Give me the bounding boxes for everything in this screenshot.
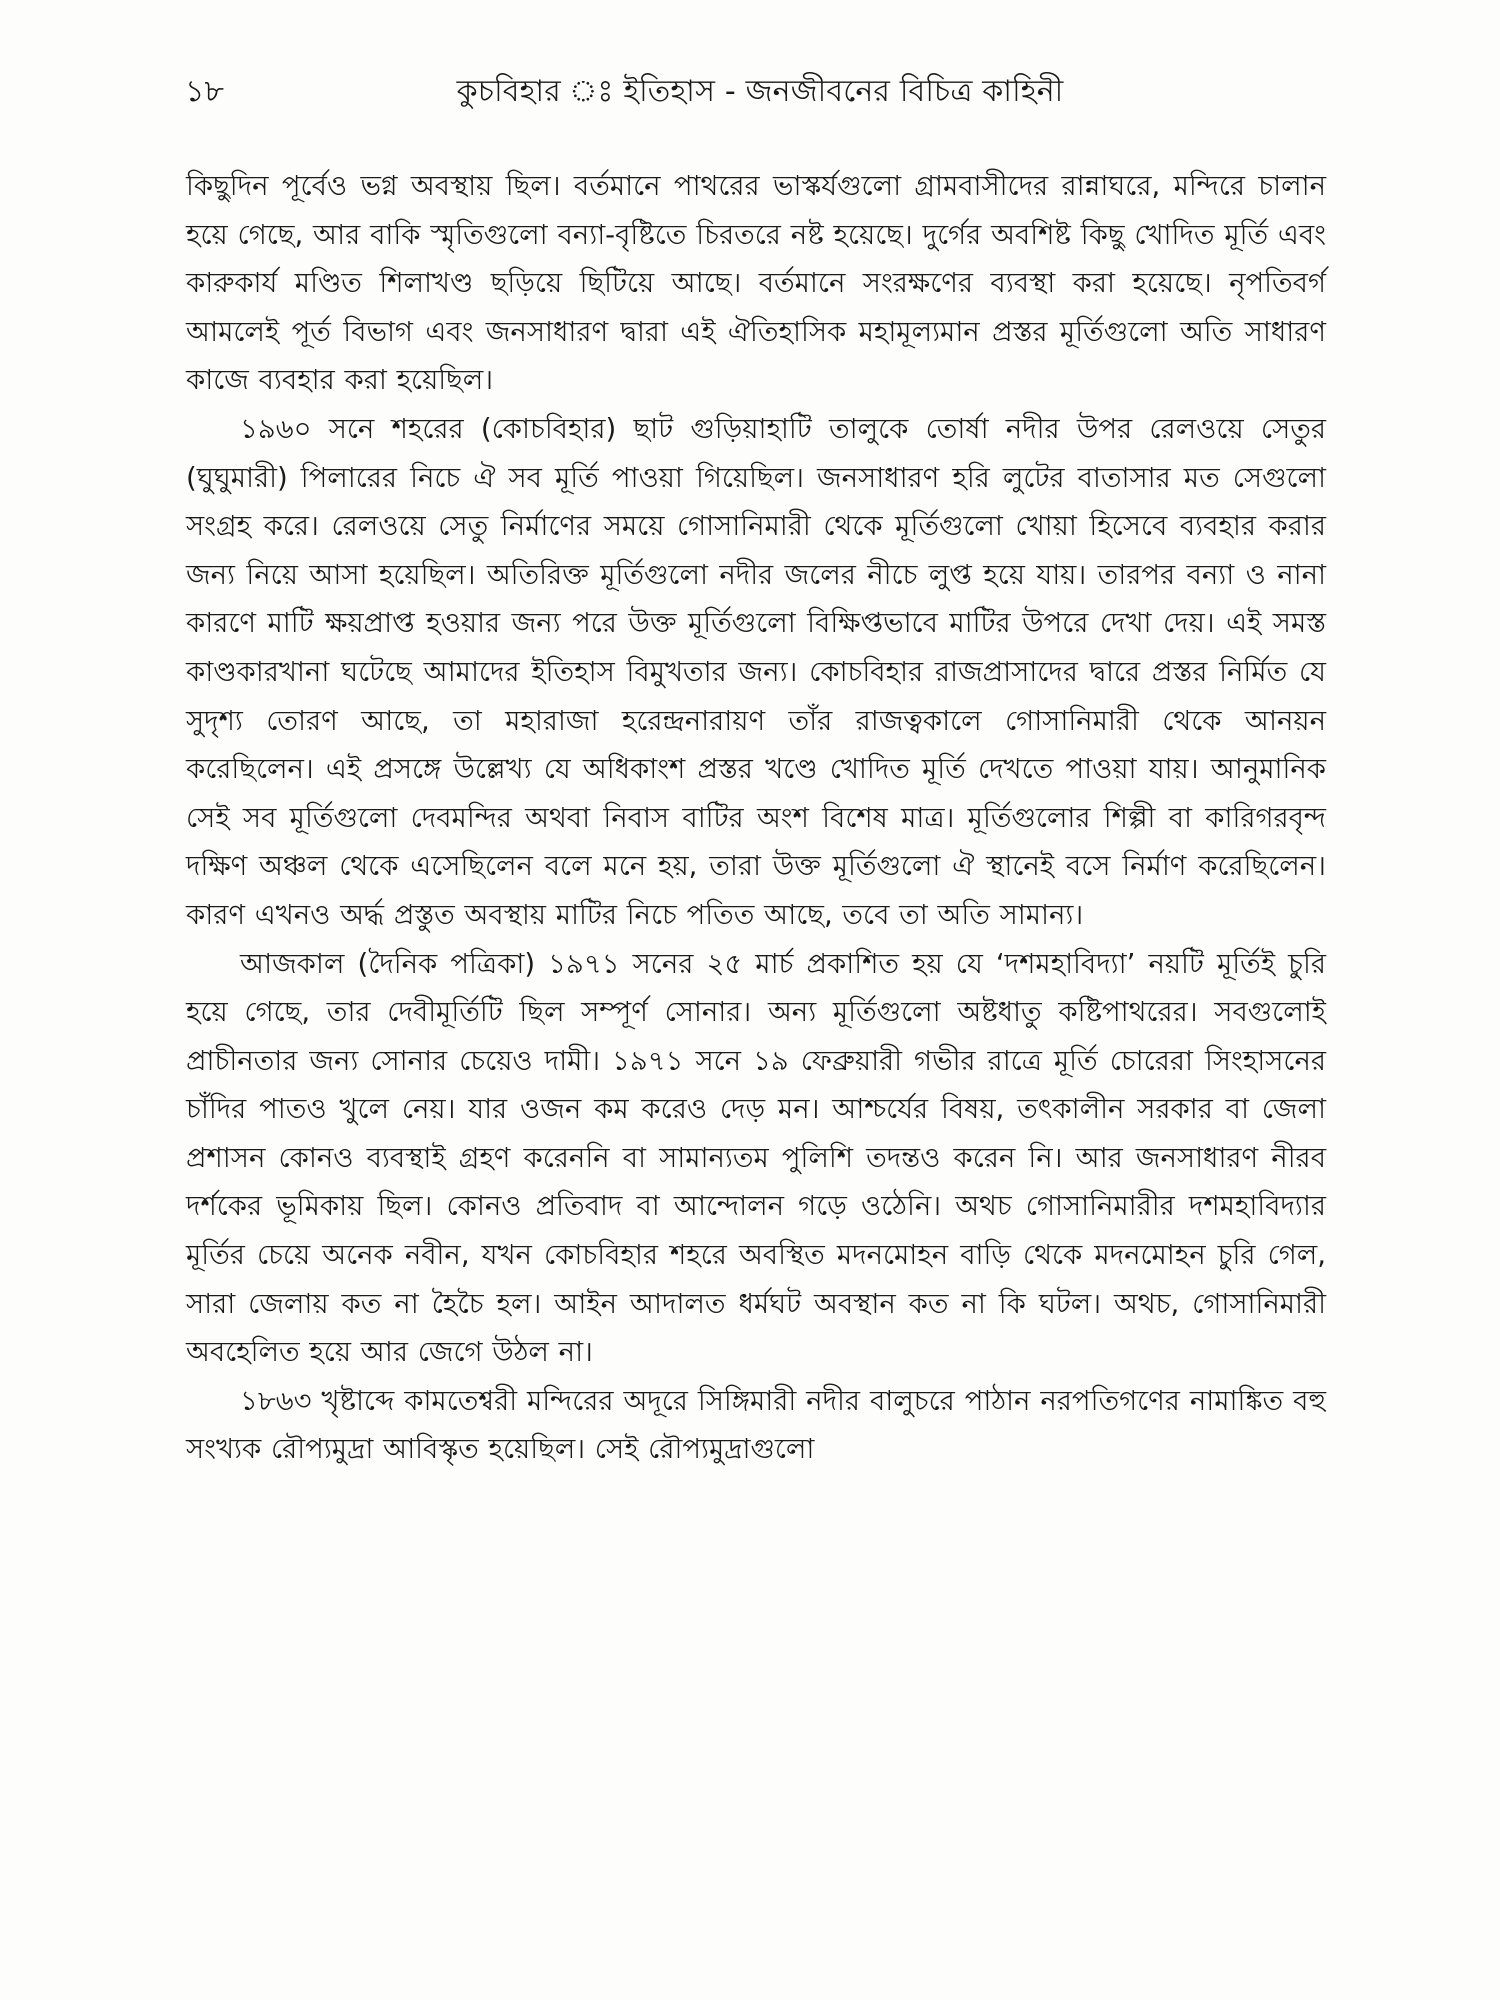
running-header (185, 70, 1335, 114)
page-number: ১৮ (185, 74, 224, 109)
book-title: কুচবিহার ঃ ইতিহাস - জনজীবনের বিচিত্র কাহিনী (456, 74, 1064, 109)
paragraph-continuation: কিছুদিন পূর্বেও ভগ্ন অবস্থায় ছিল। বর্তমানে পাথরের ভাস্কর্যগুলো গ্রামবাসীদের রান্নাঘরে, মন্দিরে চালান হয়ে গেছে, আর বাকি স্মৃতিগুলো বন্যা-বৃষ্টিতে চিরতরে নষ্ট হয়েছে। দুর্গের অবশিষ্ট কিছু খোদিত মূর্তি এবং কারুকার্য মণ্ডিত শিলাখণ্ড ছড়িয়ে ছিটিয়ে আছে। বর্তমানে সংরক্ষণের ব্যবস্থা করা হয়েছে। নৃপতিবর্গ আমলেই পূর্ত বিভাগ এবং জনসাধারণ দ্বারা এই ঐতিহাসিক মহামূল্যমান প্রস্তর মূর্তিগুলো অতি সাধারণ কাজে ব্যবহার করা হয়েছিল। (186, 170, 1326, 397)
paragraph-railway-bridge-idols: ১৯৬০ সনে শহরের (কোচবিহার) ছাট গুড়িয়াহাটি তালুকে তোর্ষা নদীর উপর রেলওয়ে সেতুর (ঘুঘুমারী) পিলারের নিচে ঐ সব মূর্তি পাওয়া গিয়েছিল। জনসাধারণ হরি লুটের বাতাসার মত সেগুলো সংগ্রহ করে। রেলওয়ে সেতু নির্মাণের সময়ে গোসানিমারী থেকে মূর্তিগুলো খোয়া হিসেবে ব্যবহার করার জন্য নিয়ে আসা হয়েছিল। অতিরিক্ত মূর্তিগুলো নদীর জলের নীচে লুপ্ত হয়ে যায়। তারপর বন্যা ও নানা কারণে মাটি ক্ষয়প্রাপ্ত হওয়ার জন্য পরে উক্ত মূর্তিগুলো বিক্ষিপ্তভাবে মাটির উপরে দেখা দেয়। এই সমস্ত কাণ্ডকারখানা ঘটেছে আমাদের ইতিহাস বিমুখতার জন্য। কোচবিহার রাজপ্রাসাদের দ্বারে প্রস্তর নির্মিত যে সুদৃশ্য তোরণ আছে, তা মহারাজা হরেন্দ্রনারায়ণ তাঁর রাজত্বকালে গোসানিমারী থেকে আনয়ন করেছিলেন। এই প্রসঙ্গে উল্লেখ্য যে অধিকাংশ প্রস্তর খণ্ডে খোদিত মূর্তি দেখতে পাওয়া যায়। আনুমানিক সেই সব মূর্তিগুলো দেবমন্দির অথবা নিবাস বাটির অংশ বিশেষ মাত্র। মূর্তিগুলোর শিল্পী বা কারিগরবৃন্দ দক্ষিণ অঞ্চল থেকে এসেছিলেন বলে মনে হয়, তারা উক্ত মূর্তিগুলো ঐ স্থানেই বসে নির্মাণ করেছিলেন। কারণ এখনও অর্দ্ধ প্রস্তুত অবস্থায় মাটির নিচে পতিত আছে, তবে তা অতি সামান্য। (186, 412, 1326, 931)
paragraph-silver-coins: ১৮৬৩ খৃষ্টাব্দে কামতেশ্বরী মন্দিরের অদূরে সিঙ্গিমারী নদীর বালুচরে পাঠান নরপতিগণের নামাঙ্কিত বহু সংখ্যক রৌপ্যমুদ্রা আবিস্কৃত হয়েছিল। সেই রৌপ্যমুদ্রাগুলো (186, 1384, 1326, 1466)
paragraph-dashamahavidya-theft: আজকাল (দৈনিক পত্রিকা) ১৯৭১ সনের ২৫ মার্চ প্রকাশিত হয় যে ‘দশমহাবিদ্যা’ নয়টি মূর্তিই চুরি হয়ে গেছে, তার দেবীমূর্তিটি ছিল সম্পূর্ণ সোনার। অন্য মূর্তিগুলো অষ্টধাতু কষ্টিপাথরের। সবগুলোই প্রাচীনতার জন্য সোনার চেয়েও দামী। ১৯৭১ সনে ১৯ ফেব্রুয়ারী গভীর রাত্রে মূর্তি চোরেরা সিংহাসনের চাঁদির পাতও খুলে নেয়। যার ওজন কম করেও দেড় মন। আশ্চর্যের বিষয়, তৎকালীন সরকার বা জেলা প্রশাসন কোনও ব্যবস্থাই গ্রহণ করেননি বা সামান্যতম পুলিশি তদন্তও করেন নি। আর জনসাধারণ নীরব দর্শকের ভূমিকায় ছিল। কোনও প্রতিবাদ বা আন্দোলন গড়ে ওঠেনি। অথচ গোসানিমারীর দশমহাবিদ্যার মূর্তির চেয়ে অনেক নবীন, যখন কোচবিহার শহরে অবস্থিত মদনমোহন বাড়ি থেকে মদনমোহন চুরি গেল, সারা জেলায় কত না হৈচৈ হল। আইন আদালত ধর্মঘট অবস্থান কত না কি ঘটল। অথচ, গোসানিমারী অবহেলিত হয়ে আর জেগে উঠল না। (186, 947, 1326, 1369)
body-text (186, 162, 1326, 1474)
